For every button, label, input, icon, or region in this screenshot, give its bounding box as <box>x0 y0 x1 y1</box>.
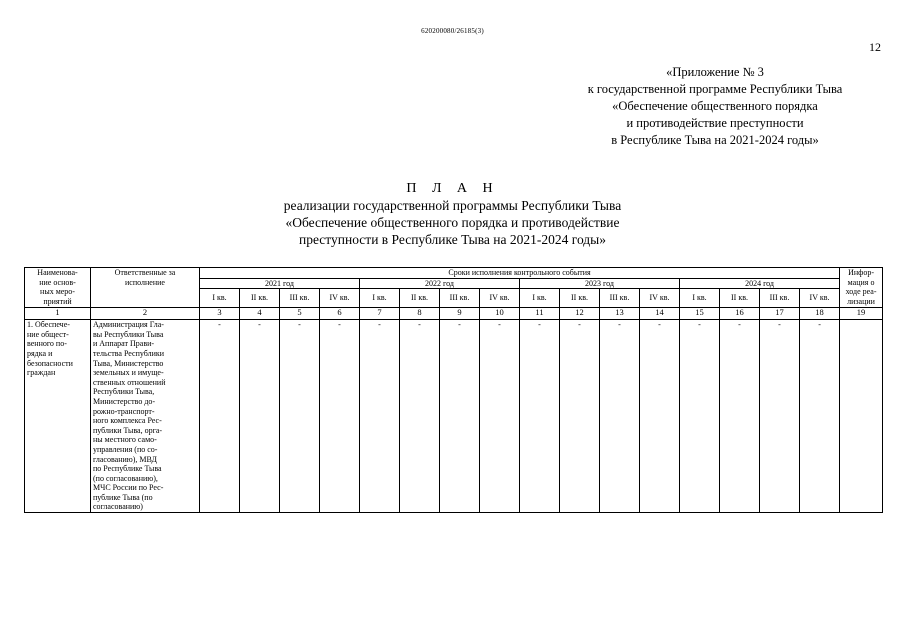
column-number-row <box>25 308 883 320</box>
year-header-2024: 2024 год <box>680 278 840 289</box>
header-line: исполнение <box>125 277 165 287</box>
deadline-cell: - <box>200 320 240 513</box>
measure-name-cell <box>25 320 91 513</box>
responsible-line: земельных и имуще- <box>93 368 164 378</box>
plan-subtitle-line: «Обеспечение общественного порядка и противодействие <box>285 215 620 230</box>
quarter-header: II кв. <box>720 289 760 308</box>
year-header-2023: 2023 год <box>520 278 680 289</box>
column-number: 6 <box>320 308 360 320</box>
column-number: 12 <box>560 308 600 320</box>
deadline-cell: - <box>760 320 800 513</box>
responsible-line: рожно-транспорт- <box>93 406 155 416</box>
deadline-cell: - <box>560 320 600 513</box>
header-line: мация о <box>847 277 875 287</box>
appendix-line: к государственной программе Республики Тыва <box>587 82 843 96</box>
responsible-line: Министерство до- <box>93 396 156 406</box>
responsible-line: по Республике Тыва <box>93 464 162 474</box>
column-number: 13 <box>600 308 640 320</box>
appendix-header <box>550 64 880 149</box>
quarter-header: I кв. <box>200 289 240 308</box>
header-line: Наименова- <box>37 268 78 277</box>
responsible-line: Тыва, Министерство <box>93 358 164 368</box>
plan-table <box>24 267 883 513</box>
column-number: 4 <box>240 308 280 320</box>
column-number: 11 <box>520 308 560 320</box>
column-number: 5 <box>280 308 320 320</box>
quarter-header: I кв. <box>680 289 720 308</box>
deadline-cell: - <box>480 320 520 513</box>
col-header-info <box>840 268 883 308</box>
deadline-cell: - <box>800 320 840 513</box>
responsible-line: гласованию), МВД <box>93 454 157 464</box>
appendix-line: и противодействие преступности <box>626 116 804 130</box>
deadline-cell: - <box>360 320 400 513</box>
measure-name-line: венного по- <box>27 339 67 349</box>
deadline-cell: - <box>240 320 280 513</box>
info-cell <box>840 320 883 513</box>
plan-subtitle-line: реализации государственной программы Республики Тыва <box>283 198 622 213</box>
column-number: 8 <box>400 308 440 320</box>
column-number: 14 <box>640 308 680 320</box>
quarter-header: II кв. <box>560 289 600 308</box>
deadline-cell: - <box>440 320 480 513</box>
year-header-2022: 2022 год <box>360 278 520 289</box>
column-number: 3 <box>200 308 240 320</box>
measure-name-line: 1. Обеспече- <box>27 320 70 330</box>
column-number: 2 <box>91 308 200 320</box>
header-line: ходе реа- <box>845 287 877 297</box>
responsible-line: Администрация Гла- <box>93 320 164 330</box>
responsible-line: Республики Тыва, <box>93 387 155 397</box>
quarter-header: I кв. <box>360 289 400 308</box>
deadline-cell: - <box>400 320 440 513</box>
col-header-deadlines: Сроки исполнения контрольного события <box>200 268 840 279</box>
header-line: Ответственные за <box>114 268 176 277</box>
responsible-line: публике Тыва (по <box>93 492 153 502</box>
responsible-line: вы Республики Тыва <box>93 329 164 339</box>
responsible-line: ны местного само- <box>93 435 157 445</box>
appendix-line: в Республике Тыва на 2021-2024 годы» <box>611 133 819 147</box>
responsible-line: МЧС России по Рес- <box>93 483 164 493</box>
document-id: 620200080/26185(3) <box>421 27 484 35</box>
column-number: 17 <box>760 308 800 320</box>
responsible-line: управления (по со- <box>93 444 158 454</box>
measure-name-line: граждан <box>27 368 56 378</box>
table-row <box>25 320 883 513</box>
column-number: 7 <box>360 308 400 320</box>
responsible-line: ственных отношений <box>93 377 166 387</box>
col-header-responsible <box>91 268 200 308</box>
deadline-cell: - <box>320 320 360 513</box>
header-line: ние основ- <box>39 277 76 287</box>
responsible-line: тельства Республики <box>93 348 165 358</box>
quarter-header: IV кв. <box>640 289 680 308</box>
responsible-line: (по согласованию), <box>93 473 158 483</box>
plan-heading <box>0 180 905 248</box>
column-number: 18 <box>800 308 840 320</box>
column-number: 10 <box>480 308 520 320</box>
quarter-header: IV кв. <box>320 289 360 308</box>
column-number: 16 <box>720 308 760 320</box>
plan-title: П Л А Н <box>406 181 499 196</box>
quarter-header: II кв. <box>400 289 440 308</box>
deadline-cell: - <box>520 320 560 513</box>
col-header-measures <box>25 268 91 308</box>
responsible-line: публики Тыва, орга- <box>93 425 163 435</box>
column-number: 19 <box>840 308 883 320</box>
appendix-line: «Приложение № 3 <box>666 65 764 79</box>
quarter-header: III кв. <box>760 289 800 308</box>
page-number: 12 <box>869 40 881 54</box>
measure-name-line: рядка и <box>27 348 53 358</box>
header-line: приятий <box>43 296 72 306</box>
deadline-cell: - <box>640 320 680 513</box>
quarter-header: II кв. <box>240 289 280 308</box>
header-line: Инфор- <box>848 268 874 277</box>
responsible-cell <box>91 320 200 513</box>
column-number: 9 <box>440 308 480 320</box>
deadline-cell: - <box>280 320 320 513</box>
responsible-line: согласованию) <box>93 502 143 512</box>
quarter-header: III кв. <box>280 289 320 308</box>
quarter-header: III кв. <box>440 289 480 308</box>
quarter-header: IV кв. <box>800 289 840 308</box>
responsible-line: ного комплекса Рес- <box>93 416 162 426</box>
appendix-line: «Обеспечение общественного порядка <box>612 99 818 113</box>
header-line: ных меро- <box>40 287 75 297</box>
quarter-header: I кв. <box>520 289 560 308</box>
measure-name-line: ние общест- <box>27 329 69 339</box>
measure-name-line: безопасности <box>27 358 73 368</box>
header-line: лизации <box>847 296 875 306</box>
quarter-header: III кв. <box>600 289 640 308</box>
year-header-2021: 2021 год <box>200 278 360 289</box>
deadline-cell: - <box>680 320 720 513</box>
plan-subtitle-line: преступности в Республике Тыва на 2021-2024 годы» <box>299 232 606 247</box>
deadline-cell: - <box>600 320 640 513</box>
column-number: 1 <box>25 308 91 320</box>
deadline-cell: - <box>720 320 760 513</box>
quarter-header: IV кв. <box>480 289 520 308</box>
responsible-line: и Аппарат Прави- <box>93 339 155 349</box>
column-number: 15 <box>680 308 720 320</box>
